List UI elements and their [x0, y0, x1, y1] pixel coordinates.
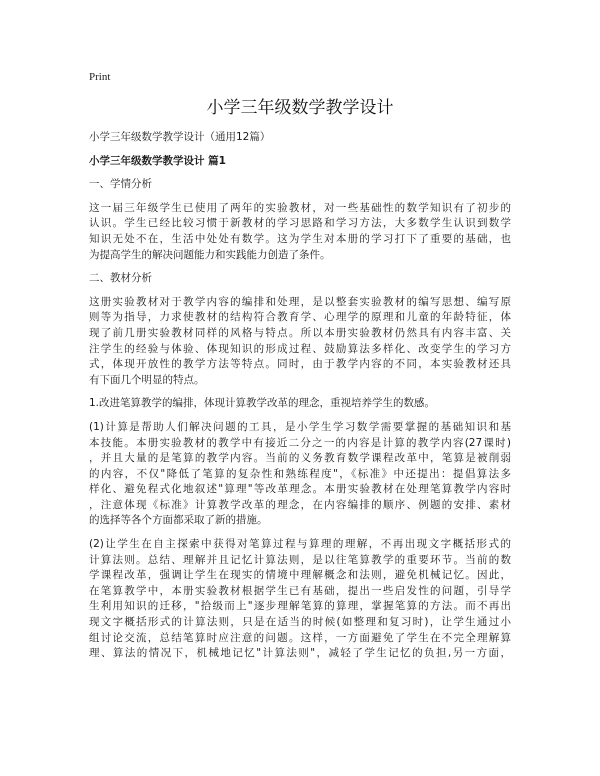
paragraph-line: ，并且大量的是笔算的教学内容。当前的义务教育数学课程改革中，笔算是被削弱 [89, 452, 511, 465]
paragraph-line: 现了前几册实验教材同样的风格与特点。所以本册实验教材仍然具有内容丰富、关 [89, 326, 511, 339]
paragraph-line: (1)计算是帮助人们解决问题的工具，是小学生学习数学需要掌握的基础知识和基 [89, 420, 511, 433]
heading-textbook-analysis: 二、教材分析 [89, 272, 152, 285]
paragraph-line: 计算法则。总结、理解并且记忆计算法则，是以往笔算教学的重要环节。当前的数 [89, 553, 511, 566]
document-body [89, 130, 511, 670]
paragraph-line: 这册实验教材对于教学内容的编排和处理，是以整套实验教材的编写思想、编写原 [89, 295, 511, 308]
paragraph-line: 生利用知识的迁移，"拾级而上"逐步理解笔算的算理，掌握笔算的方法。而不再出 [89, 600, 511, 613]
paragraph-line: 为提高学生的解决问题能力和实践能力创造了条件。 [89, 248, 331, 261]
paragraph-point-one-1 [89, 420, 511, 529]
paragraph-line: 的选择等各个方面都采取了新的措施。 [89, 514, 268, 527]
paragraph-line: ，注意体现《标准》计算教学改革的理念，在内容编排的顺序、例题的安排、素材 [89, 498, 511, 511]
point-one: 1.改进笔算教学的编排，体现计算教学改革的理念，重视培养学生的数感。 [89, 397, 436, 410]
paragraph-line: 知识无处不在，生活中处处有数学。这为学生对本册的学习打下了重要的基础，也 [89, 232, 511, 245]
paragraph-point-one-2 [89, 537, 511, 662]
paragraph-line: (2)让学生在自主探索中获得对笔算过程与算理的理解，不再出现文字概括形式的 [89, 538, 511, 551]
paragraph-line: 本技能。本册实验教材的教学中有接近二分之一的内容是计算的教学内容(27课时) [89, 436, 511, 449]
paragraph-line: 在笔算教学中，本册实验教材根据学生已有基础，提出一些启发性的问题，引导学 [89, 584, 511, 597]
section-heading: 小学三年级数学教学设计 篇1 [89, 154, 226, 167]
paragraph-line: 注学生的经验与体验、体现知识的形成过程、鼓励算法多样化、改变学生的学习方 [89, 342, 511, 355]
paragraph-line: 有下面几个明显的特点。 [89, 373, 205, 386]
paragraph-learning-analysis [89, 201, 511, 263]
paragraph-line: 的内容，不仅"降低了笔算的复杂性和熟练程度"，《标准》中还提出：提倡算法多 [89, 467, 511, 480]
paragraph-line: 学课程改革，强调让学生在现实的情境中理解概念和法则，避免机械记忆。因此， [89, 569, 511, 582]
paragraph-line: 认识。学生已经比较习惯于新教材的学习思路和学习方法，大多数学生认识到数学 [89, 217, 511, 230]
paragraph-line: 组讨论交流，总结笔算时应注意的问题。这样，一方面避免了学生在不完全理解算 [89, 631, 511, 644]
paragraph-textbook-analysis [89, 295, 511, 389]
heading-learning-analysis: 一、学情分析 [89, 178, 152, 191]
paragraph-line: 则等为指导，力求使教材的结构符合教育学、心理学的原理和儿童的年龄特征，体 [89, 311, 511, 324]
print-label: Print [89, 71, 111, 83]
paragraph-line: 这一届三年级学生已使用了两年的实验教材，对一些基础性的数学知识有了初步的 [89, 201, 511, 214]
paragraph-line: 理、算法的情况下，机械地记忆"计算法则"，减轻了学生记忆的负担,另一方面， [89, 647, 511, 660]
document-title: 小学三年级数学教学设计 [206, 98, 394, 118]
paragraph-line: 现文字概括形式的计算法则，只是在适当的时候(如整理和复习时)，让学生通过小 [89, 616, 511, 629]
document-subtitle: 小学三年级数学教学设计（通用12篇） [89, 131, 271, 143]
paragraph-line: 样化、避免程式化地叙述"算理"等改革理念。本册实验教材在处理笔算教学内容时 [89, 483, 511, 496]
paragraph-line: 式，体现开放性的教学方法等特点。同时，由于教学内容的不同，本实验教材还具 [89, 358, 511, 371]
